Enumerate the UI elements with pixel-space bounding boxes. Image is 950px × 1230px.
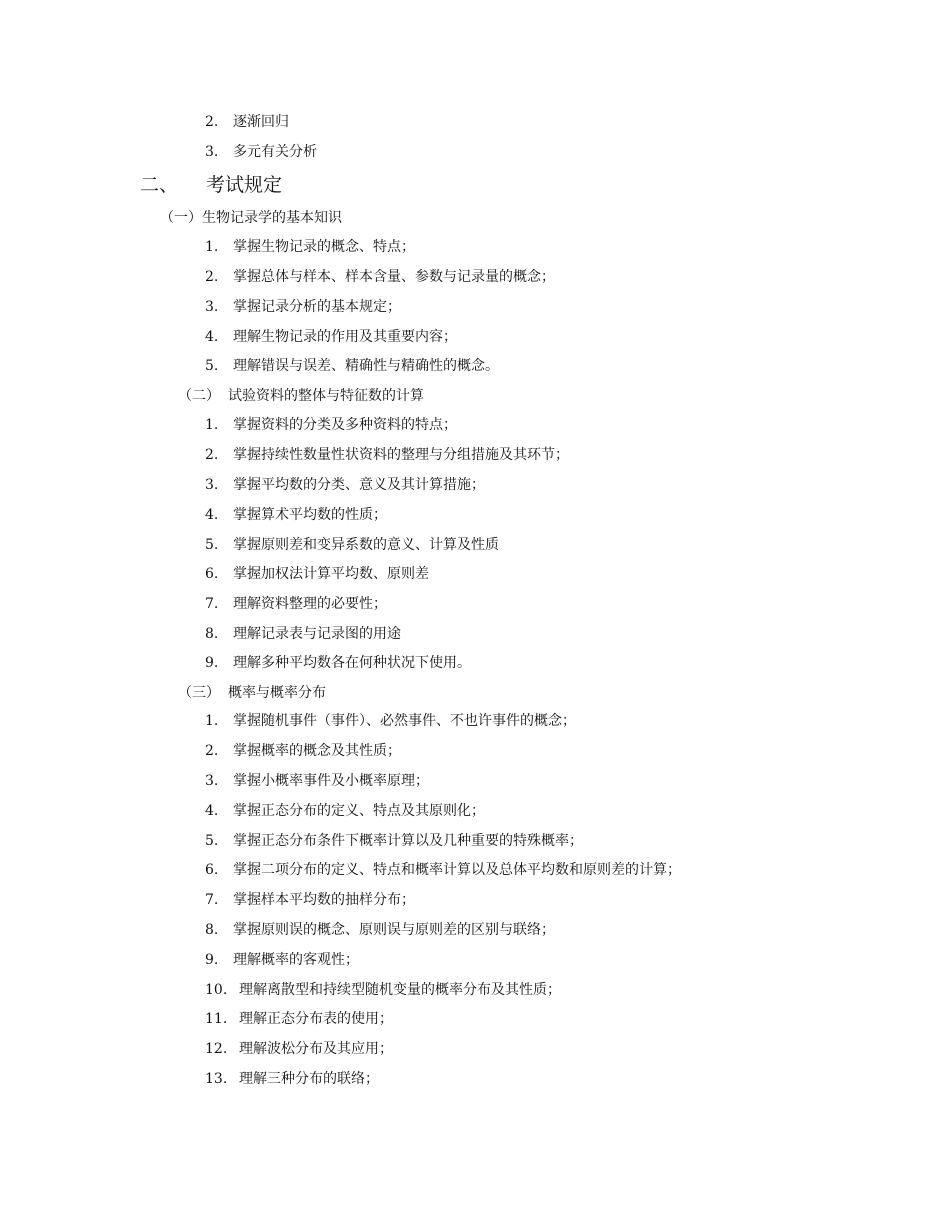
list-item [205, 771, 429, 791]
list-item-text: 多元有关分析 [233, 144, 317, 160]
list-item-number: 5. [205, 537, 219, 553]
list-item-number: 6. [205, 566, 219, 582]
list-item [205, 356, 499, 376]
list-item [205, 535, 499, 555]
section-heading [140, 172, 282, 198]
list-item [205, 1009, 393, 1029]
list-item-text: 掌握持续性数量性状资料的整理与分组措施及其环节； [233, 447, 569, 463]
list-item-number: 2. [205, 269, 219, 285]
list-item-text: 理解波松分布及其应用； [239, 1041, 393, 1057]
list-item-text: 掌握原则差和变异系数的意义、计算及性质 [233, 537, 499, 553]
list-item-text: 理解多种平均数各在何种状况下使用。 [233, 655, 471, 671]
list-item [205, 860, 681, 880]
list-item-text: 理解资料整理的必要性； [233, 596, 387, 612]
list-item [205, 297, 401, 317]
list-item-number: 12. [205, 1041, 228, 1057]
list-item-number: 2. [205, 743, 219, 759]
list-item-text: 逐渐回归 [233, 114, 289, 130]
list-item [205, 142, 317, 162]
list-item-text: 掌握随机事件（事件）、必然事件、不也许事件的概念； [233, 713, 576, 729]
subsection-number: （二） [178, 388, 220, 404]
list-item-text: 理解正态分布表的使用； [239, 1011, 393, 1027]
list-item [205, 1039, 393, 1059]
list-item-number: 7. [205, 892, 219, 908]
section-title: 考试规定 [206, 174, 283, 196]
list-item-number: 8. [205, 626, 219, 642]
list-item-text: 理解错误与误差、精确性与精确性的概念。 [233, 358, 499, 374]
list-item-text: 掌握算术平均数的性质； [233, 507, 387, 523]
list-item-text: 掌握加权法计算平均数、原则差 [233, 566, 429, 582]
list-item-text: 掌握资料的分类及多种资料的特点； [233, 417, 457, 433]
list-item-number: 5. [205, 833, 219, 849]
list-item-number: 4. [205, 803, 219, 819]
list-item [205, 624, 401, 644]
list-item-number: 9. [205, 952, 219, 968]
list-item-text: 掌握正态分布的定义、特点及其原则化； [233, 803, 485, 819]
list-item-text: 掌握概率的概念及其性质； [233, 743, 401, 759]
list-item-text: 理解记录表与记录图的用途 [233, 626, 401, 642]
list-item-text: 掌握小概率事件及小概率原理； [233, 773, 429, 789]
list-item [205, 950, 359, 970]
subsection-title: 生物记录学的基本知识 [202, 210, 342, 226]
list-item [205, 920, 555, 940]
list-item-number: 13. [205, 1071, 228, 1087]
list-item [205, 267, 555, 287]
list-item-text: 掌握记录分析的基本规定； [233, 299, 401, 315]
subsection-heading [160, 208, 342, 228]
list-item [205, 653, 471, 673]
list-item-number: 3. [205, 299, 219, 315]
list-item [205, 475, 485, 495]
section-number: 二、 [140, 174, 179, 196]
list-item-text: 掌握正态分布条件下概率计算以及几种重要的特殊概率； [233, 833, 583, 849]
list-item-text: 掌握二项分布的定义、特点和概率计算以及总体平均数和原则差的计算； [233, 862, 681, 878]
list-item [205, 980, 561, 1000]
list-item-text: 掌握总体与样本、样本含量、参数与记录量的概念； [233, 269, 555, 285]
list-item-text: 掌握原则误的概念、原则误与原则差的区别与联络； [233, 922, 555, 938]
list-item-number: 7. [205, 596, 219, 612]
list-item [205, 594, 387, 614]
subsection-heading [178, 683, 326, 703]
subsection-number: （一） [160, 210, 202, 226]
list-item [205, 1069, 379, 1089]
list-item-number: 11. [205, 1011, 228, 1027]
list-item-number: 3. [205, 144, 219, 160]
list-item-number: 8. [205, 922, 219, 938]
list-item [205, 711, 576, 731]
list-item-number: 1. [205, 417, 219, 433]
list-item-number: 10. [205, 982, 228, 998]
list-item-number: 4. [205, 329, 219, 345]
list-item-text: 掌握平均数的分类、意义及其计算措施； [233, 477, 485, 493]
list-item-text: 掌握生物记录的概念、特点； [233, 239, 415, 255]
list-item [205, 801, 485, 821]
subsection-number: （三） [178, 685, 220, 701]
list-item-text: 理解生物记录的作用及其重要内容； [233, 329, 457, 345]
list-item-number: 5. [205, 358, 219, 374]
list-item-number: 4. [205, 507, 219, 523]
subsection-heading [178, 386, 424, 406]
list-item-number: 1. [205, 239, 219, 255]
list-item-text: 理解概率的客观性； [233, 952, 359, 968]
list-item [205, 564, 429, 584]
list-item-text: 理解三种分布的联络； [239, 1071, 379, 1087]
list-item [205, 112, 289, 132]
list-item-text: 掌握样本平均数的抽样分布； [233, 892, 415, 908]
list-item [205, 327, 457, 347]
subsection-title: 试验资料的整体与特征数的计算 [228, 388, 424, 404]
list-item-number: 9. [205, 655, 219, 671]
list-item [205, 415, 457, 435]
list-item-number: 3. [205, 477, 219, 493]
list-item [205, 445, 569, 465]
list-item-text: 理解离散型和持续型随机变量的概率分布及其性质； [239, 982, 561, 998]
list-item-number: 1. [205, 713, 219, 729]
list-item [205, 237, 415, 257]
list-item [205, 831, 583, 851]
list-item [205, 890, 415, 910]
subsection-title: 概率与概率分布 [228, 685, 326, 701]
list-item-number: 2. [205, 114, 219, 130]
list-item [205, 505, 387, 525]
list-item-number: 6. [205, 862, 219, 878]
list-item-number: 3. [205, 773, 219, 789]
list-item-number: 2. [205, 447, 219, 463]
list-item [205, 741, 401, 761]
